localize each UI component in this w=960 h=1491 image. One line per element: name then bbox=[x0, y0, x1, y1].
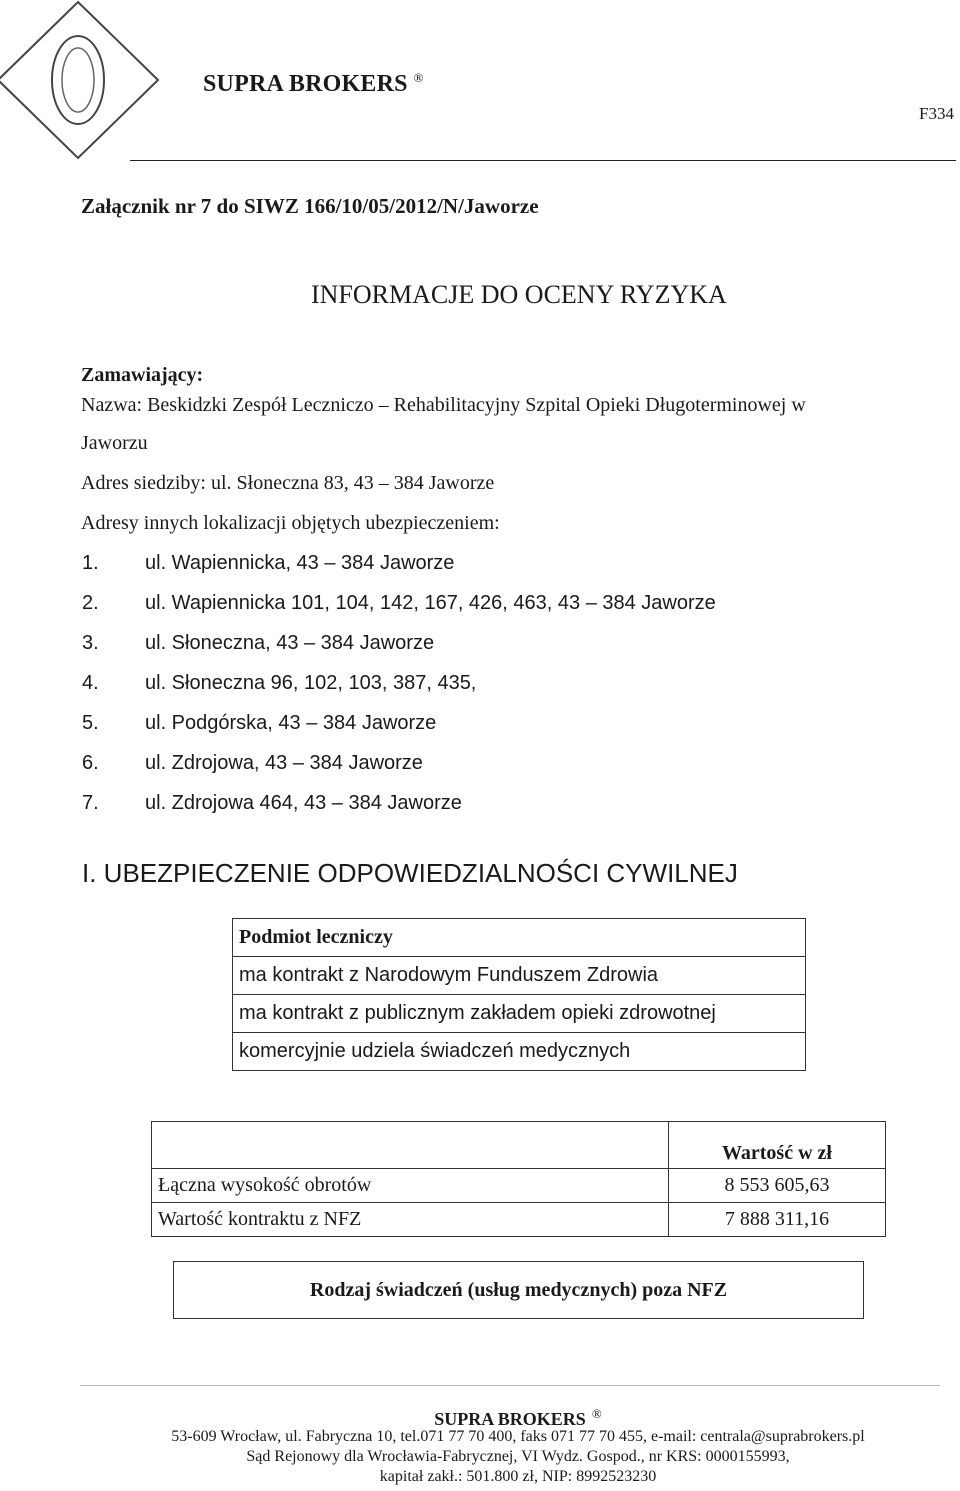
table-header-cell: Wartość w zł bbox=[669, 1122, 886, 1169]
footer-registry: Sąd Rejonowy dla Wrocławia-Fabrycznej, VI Wydz. Gospod., nr KRS: 0000155993, bbox=[246, 1448, 790, 1465]
other-locations-label: Adresy innych lokalizacji objętych ubezpieczeniem: bbox=[81, 512, 500, 534]
header-brand: SUPRA BROKERS ® bbox=[203, 70, 424, 97]
supra-brokers-logo-icon bbox=[0, 0, 200, 170]
table-row bbox=[152, 1169, 886, 1203]
list-item: 5. ul. Podgórska, 43 – 384 Jaworze bbox=[82, 712, 437, 734]
registered-mark: ® bbox=[413, 70, 424, 85]
list-item: 4. ul. Słoneczna 96, 102, 103, 387, 435, bbox=[82, 672, 477, 694]
values-table bbox=[151, 1121, 886, 1237]
footer-capital: kapitał zakł.: 501.800 zł, NIP: 8992523230 bbox=[379, 1468, 657, 1485]
orderer-name-line1: Nazwa: Beskidzki Zespół Leczniczo – Rehabilitacyjny Szpital Opieki Długoterminowej w bbox=[81, 394, 806, 416]
header-divider bbox=[130, 160, 956, 161]
table-row bbox=[152, 1122, 886, 1169]
table-row bbox=[152, 1203, 886, 1237]
table-cell: 8 553 605,63 bbox=[669, 1169, 886, 1203]
table-row bbox=[233, 1033, 806, 1071]
footer-divider bbox=[80, 1385, 940, 1386]
orderer-name-line2: Jaworzu bbox=[81, 432, 148, 454]
footer-brand: SUPRA BROKERS ® bbox=[434, 1406, 602, 1429]
table-row bbox=[233, 957, 806, 995]
orderer-label: Zamawiający: bbox=[81, 364, 204, 386]
table-row bbox=[233, 995, 806, 1033]
list-item: 2. ul. Wapiennicka 101, 104, 142, 167, 426, 463, 43 – 384 Jaworze bbox=[82, 592, 716, 614]
list-item: 1. ul. Wapiennicka, 43 – 384 Jaworze bbox=[82, 552, 455, 574]
entity-table bbox=[232, 918, 806, 1071]
table-cell: Wartość kontraktu z NFZ bbox=[152, 1203, 669, 1237]
table-cell: ma kontrakt z publicznym zakładem opieki zdrowotnej bbox=[233, 995, 806, 1033]
table-cell: 7 888 311,16 bbox=[669, 1203, 886, 1237]
table-cell: Łączna wysokość obrotów bbox=[152, 1169, 669, 1203]
table-cell: komercyjnie udziela świadczeń medycznych bbox=[233, 1033, 806, 1071]
page-title: INFORMACJE DO OCENY RYZYKA bbox=[311, 280, 727, 309]
document-code: F334 bbox=[919, 104, 954, 123]
table-row bbox=[233, 919, 806, 957]
table-header-cell bbox=[152, 1122, 669, 1169]
registered-mark: ® bbox=[591, 1406, 602, 1421]
list-item: 3. ul. Słoneczna, 43 – 384 Jaworze bbox=[82, 632, 435, 654]
table-cell: ma kontrakt z Narodowym Funduszem Zdrowia bbox=[233, 957, 806, 995]
services-box: Rodzaj świadczeń (usług medycznych) poza NFZ bbox=[173, 1261, 864, 1319]
table-header-cell: Podmiot leczniczy bbox=[233, 919, 806, 957]
attachment-title: Załącznik nr 7 do SIWZ 166/10/05/2012/N/Jaworze bbox=[81, 194, 539, 218]
list-item: 7. ul. Zdrojowa 464, 43 – 384 Jaworze bbox=[82, 792, 462, 814]
footer-address: 53-609 Wrocław, ul. Fabryczna 10, tel.071 77 70 400, faks 071 77 70 455, e-mail: centrala@suprabrokers.pl bbox=[171, 1428, 865, 1445]
section-title: I. UBEZPIECZENIE ODPOWIEDZIALNOŚCI CYWILNEJ bbox=[82, 858, 738, 888]
list-item: 6. ul. Zdrojowa, 43 – 384 Jaworze bbox=[82, 752, 423, 774]
orderer-address: Adres siedziby: ul. Słoneczna 83, 43 – 384 Jaworze bbox=[81, 472, 495, 494]
